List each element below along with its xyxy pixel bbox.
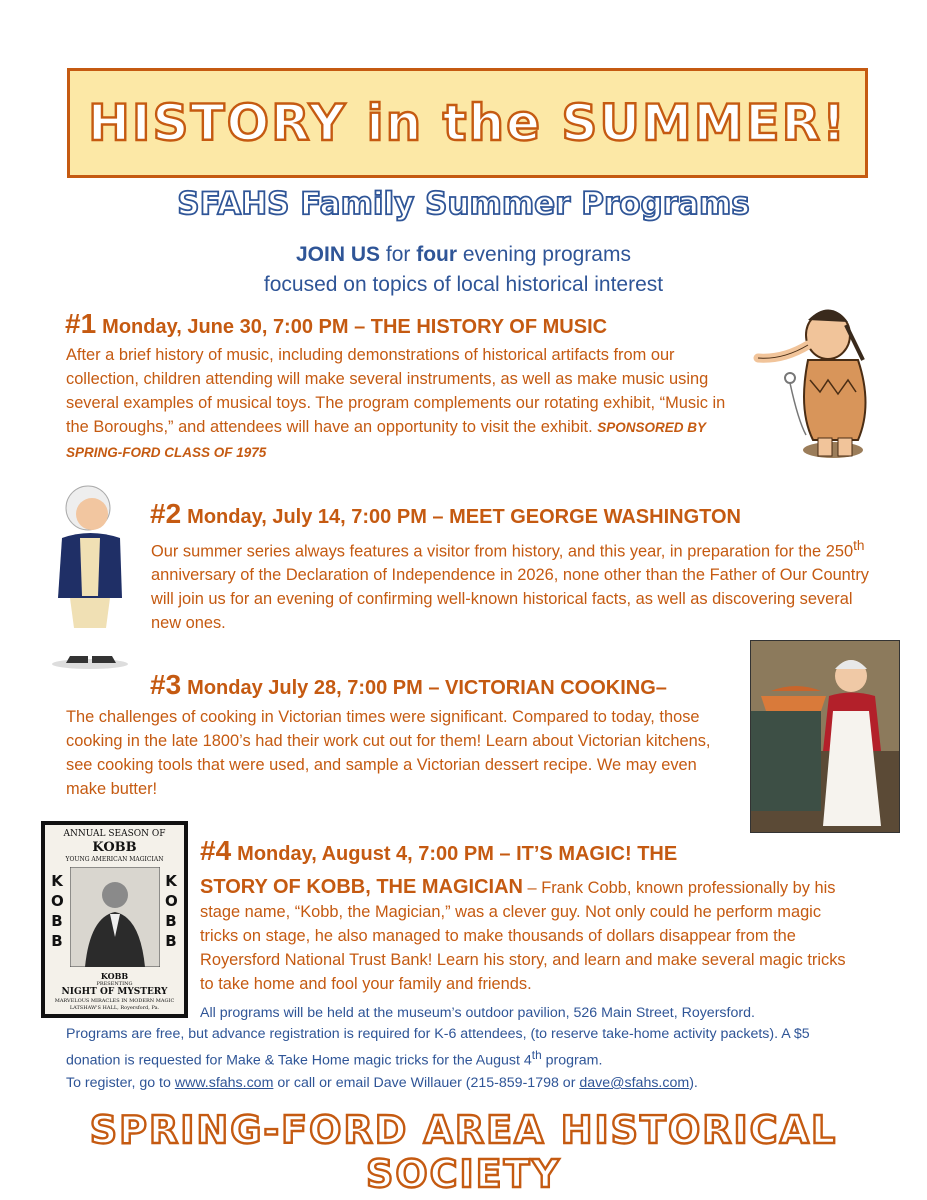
kobb-poster-image: [41, 821, 188, 1018]
program-details: [66, 1003, 836, 1072]
poster-caption-2: PRESENTING: [96, 981, 133, 987]
program-3-title: Monday July 28, 7:00 PM – VICTORIAN COOKING–: [187, 677, 667, 699]
program-1-body: After a brief history of music, including demonstrations of historical artifacts from our collection, children attending will make several instruments, as well as make music using several examples of musical toys. The program complements our rotating exhibit, “Music in the Boroughs,” and attendees will have an opportunity to visit the exhibit.: [66, 346, 726, 436]
registration-note: [66, 1024, 836, 1072]
program-2-number: #2: [150, 498, 182, 529]
program-4-body: – Frank Cobb, known professionally by his stage name, “Kobb, the Magician,” was a clever guy. Not only could he perform magic tricks on stage, he also managed to make thousands of dollars disappear from the Royersford National Trust Bank! Learn his story, and learn and make several magic tricks to take home and fool your family and friends.: [200, 879, 846, 993]
program-1-number: #1: [65, 308, 97, 339]
poster-caption-4: MARVELOUS MIRACLES IN MODERN MAGIC: [54, 998, 175, 1004]
intro-join: JOIN US: [296, 243, 381, 266]
website-link[interactable]: www.sfahs.com: [174, 1075, 274, 1091]
magician-portrait: [70, 867, 160, 967]
program-3-description: The challenges of cooking in Victorian times were significant. Compared to today, those cooking in the late 1800’s had their work cut out for them! Learn about Victorian kitchens, see cooking tools that were used, and sample a Victorian dessert recipe. We may even make butter!: [66, 708, 711, 798]
george-washington-illustration: [40, 478, 140, 670]
program-2-title: Monday, July 14, 7:00 PM – MEET GEORGE WASHINGTON: [187, 506, 741, 528]
register-mid: or call or email Dave Willauer (215-859-1798 or: [273, 1075, 580, 1091]
register-line: [66, 1075, 698, 1091]
poster-caption-1: KOBB: [100, 971, 129, 981]
program-4-number: #4: [200, 835, 232, 866]
caveman-illustration: [738, 300, 896, 465]
register-end: ).: [689, 1075, 698, 1091]
program-2-description: [151, 534, 871, 635]
intro-line-1: [0, 240, 927, 270]
location-line: All programs will be held at the museum’s outdoor pavilion, 526 Main Street, Royersford.: [200, 1005, 755, 1021]
intro-line-2: focused on topics of local historical interest: [263, 273, 664, 296]
poster-caption-5: LATSHAW'S HALL, Royersford, Pa.: [69, 1005, 160, 1011]
society-name: SPRING-FORD AREA HISTORICAL SOCIETY: [89, 1108, 838, 1196]
program-3-number: #3: [150, 669, 182, 700]
poster-line-1: ANNUAL SEASON OF: [63, 829, 166, 839]
registration-note-sup: th: [531, 1048, 542, 1062]
poster-caption-3: NIGHT OF MYSTERY: [61, 987, 168, 997]
intro-for: for: [380, 243, 417, 266]
poster-side-right: KOBB: [165, 872, 178, 950]
program-2-body-a: Our summer series always features a visitor from history, and this year, in preparation for the 250: [151, 542, 854, 561]
program-4-title-line-2: STORY OF KOBB, THE MAGICIAN: [200, 876, 523, 898]
program-3-heading: [150, 669, 667, 701]
poster-side-left: KOBB: [51, 872, 64, 950]
program-2-superscript: th: [853, 538, 865, 553]
program-1-description: [66, 343, 736, 465]
victorian-cook-illustration: [750, 640, 900, 833]
banner-title: HISTORY in the SUMMER!: [88, 94, 847, 152]
subtitle: SFAHS Family Summer Programs: [177, 186, 750, 222]
title-banner: [67, 68, 868, 178]
intro-rest: evening programs: [457, 243, 631, 266]
program-4-heading: [200, 835, 677, 867]
program-1-heading: [65, 308, 607, 340]
poster-line-2: KOBB: [92, 840, 137, 855]
email-link[interactable]: dave@sfahs.com: [579, 1075, 690, 1091]
program-1-title: Monday, June 30, 7:00 PM – THE HISTORY OF MUSIC: [102, 316, 608, 338]
intro-four: four: [416, 243, 458, 266]
registration-note-text: Programs are free, but advance registration is required for K-6 attendees, (to reserve take-home activity packets). A $5 donation is requested for Make & Take Home magic tricks for the August 4: [66, 1026, 810, 1069]
program-4-title: Monday, August 4, 7:00 PM – IT’S MAGIC! THE: [237, 843, 678, 865]
poster-line-3: YOUNG AMERICAN MAGICIAN: [65, 856, 164, 863]
intro-text: [0, 240, 927, 300]
kobb-poster: [45, 825, 184, 1014]
program-2-body-b: anniversary of the Declaration of Independence in 2026, none other than the Father of Our Country will join us for an evening of confirming well-known historical facts, as well as discovering several new ones.: [151, 566, 870, 633]
program-1-sponsor: SPONSORED BY SPRING-FORD CLASS OF 1975: [66, 420, 706, 460]
program-4-description: [200, 875, 850, 996]
registration-note-end: program.: [541, 1052, 603, 1069]
register-prefix: To register, go to: [66, 1075, 175, 1091]
program-2-heading: [150, 498, 741, 530]
